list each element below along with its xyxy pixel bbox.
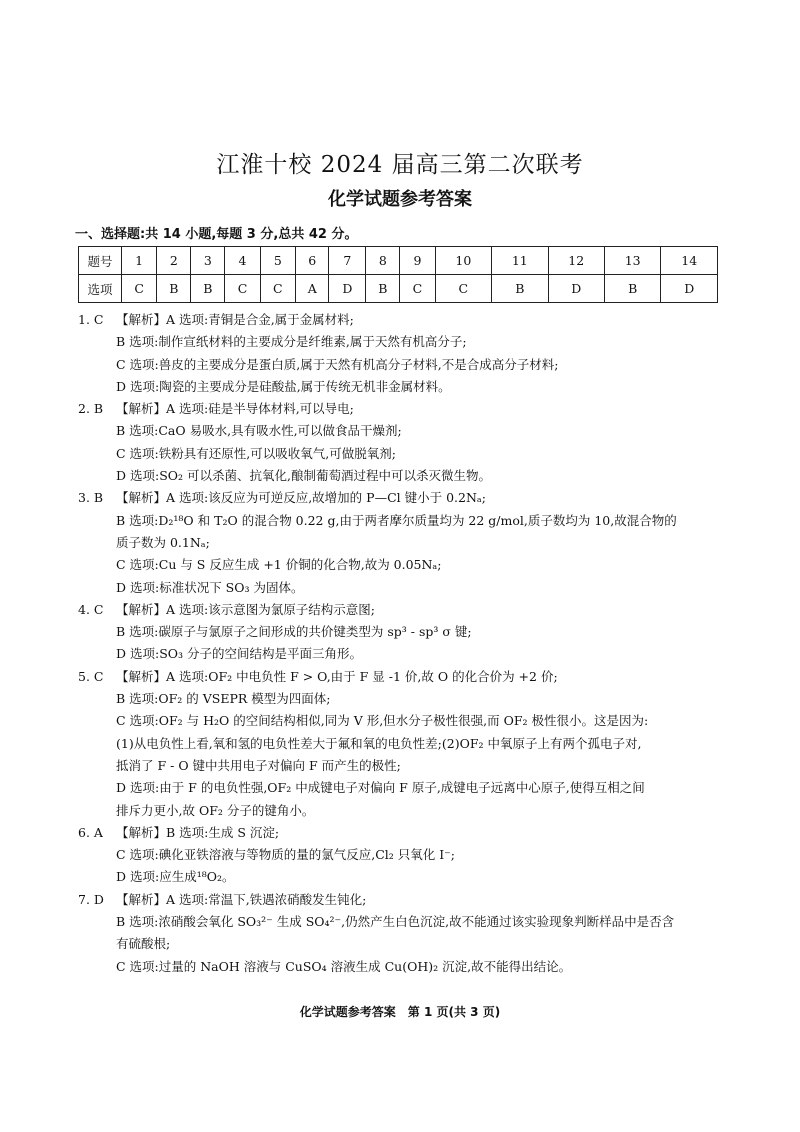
answer-row <box>79 275 718 303</box>
explanation-line: D 选项:标准状况下 SO₃ 为固体。 <box>116 579 304 595</box>
question-number-cell: 3 <box>191 247 225 275</box>
question-answer-label: 6. A <box>78 824 103 840</box>
question-number-row <box>79 247 718 275</box>
explanation-item <box>78 398 728 487</box>
explanation-line: B 选项:D₂¹⁸O 和 T₂O 的混合物 0.22 g,由于两者摩尔质量均为 22 g/mol,质子数均为 10,故混合物的 <box>116 512 677 528</box>
answer-cell: B <box>366 275 400 303</box>
explanation-item <box>78 487 728 598</box>
explanation-text: 【解析】A 选项:该反应为可逆反应,故增加的 P—Cl 键小于 0.2Nₐ; <box>116 490 486 506</box>
question-number-cell: 1 <box>122 247 157 275</box>
explanation-line: C 选项:OF₂ 与 H₂O 的空间结构相似,同为 V 形,但水分子极性很强,而 OF₂ 极性很小。这是因为: <box>116 713 649 729</box>
question-number-cell: 8 <box>366 247 400 275</box>
answer-cell: D <box>548 275 604 303</box>
question-number-cell: 2 <box>157 247 191 275</box>
section-heading: 一、选择题:共 14 小题,每题 3 分,总共 42 分。 <box>75 227 358 242</box>
explanation-text: 【解析】A 选项:OF₂ 中电负性 F > O,由于 F 显 -1 价,故 O 的化合价为 +2 价; <box>116 668 558 684</box>
exam-title: 江淮十校 2024 届高三第二次联考 <box>216 152 584 178</box>
explanation-line: D 选项:应生成¹⁸O₂。 <box>116 869 235 885</box>
explanation-line: B 选项:OF₂ 的 VSEPR 模型为四面体; <box>116 691 331 707</box>
explanation-line: 有硫酸根; <box>116 936 171 952</box>
question-number-cell: 12 <box>548 247 604 275</box>
explanation-first-line <box>78 599 728 621</box>
answer-cell: B <box>492 275 548 303</box>
explanation-line: C 选项:过量的 NaOH 溶液与 CuSO₄ 溶液生成 Cu(OH)₂ 沉淀,故不能得出结论。 <box>116 958 572 974</box>
explanation-first-line <box>78 309 728 331</box>
answer-cell: A <box>295 275 328 303</box>
answer-table <box>78 246 718 303</box>
explanation-item <box>78 309 728 398</box>
explanation-text: 【解析】A 选项:常温下,铁遇浓硝酸发生钝化; <box>116 891 367 907</box>
explanation-item <box>78 889 728 978</box>
explanation-line: C 选项:兽皮的主要成分是蛋白质,属于天然有机高分子材料,不是合成高分子材料; <box>116 356 559 372</box>
row-label-answer: 选项 <box>79 275 122 303</box>
explanations <box>78 309 728 978</box>
question-number-cell: 10 <box>435 247 491 275</box>
explanation-line: C 选项:碘化亚铁溶液与等物质的量的氯气反应,Cl₂ 只氧化 I⁻; <box>116 847 455 863</box>
answer-cell: C <box>400 275 435 303</box>
question-number-cell: 4 <box>225 247 260 275</box>
explanation-item <box>78 666 728 822</box>
question-number-cell: 9 <box>400 247 435 275</box>
answer-cell: C <box>435 275 491 303</box>
explanation-first-line <box>78 398 728 420</box>
explanation-first-line <box>78 666 728 688</box>
answer-cell: D <box>661 275 718 303</box>
answer-cell: B <box>191 275 225 303</box>
explanation-line: 排斥力更小,故 OF₂ 分子的键角小。 <box>116 802 315 818</box>
explanation-line: D 选项:SO₃ 分子的空间结构是平面三角形。 <box>116 646 363 662</box>
explanation-line: D 选项:SO₂ 可以杀菌、抗氧化,酿制葡萄酒过程中可以杀灭微生物。 <box>116 468 491 484</box>
explanation-item <box>78 599 728 666</box>
explanation-item <box>78 822 728 889</box>
question-number-cell: 11 <box>492 247 548 275</box>
explanation-text: 【解析】A 选项:青铜是合金,属于金属材料; <box>116 312 354 327</box>
explanation-line: D 选项:陶瓷的主要成分是硅酸盐,属于传统无机非金属材料。 <box>116 378 451 394</box>
page-footer: 化学试题参考答案 第 1 页(共 3 页) <box>299 1005 501 1019</box>
explanation-first-line <box>78 487 728 509</box>
answer-cell: B <box>604 275 660 303</box>
question-number-cell: 7 <box>329 247 366 275</box>
explanation-first-line <box>78 822 728 844</box>
answer-cell: B <box>157 275 191 303</box>
explanation-line: B 选项:CaO 易吸水,具有吸水性,可以做食品干燥剂; <box>116 423 402 439</box>
question-number-cell: 14 <box>661 247 718 275</box>
explanation-line: (1)从电负性上看,氧和氢的电负性差大于氟和氧的电负性差;(2)OF₂ 中氧原子上有两个孤电子对, <box>116 735 642 751</box>
question-answer-label: 1. C <box>78 312 104 327</box>
answer-cell: D <box>329 275 366 303</box>
answer-cell: C <box>122 275 157 303</box>
question-number-cell: 5 <box>260 247 295 275</box>
explanation-line: D 选项:由于 F 的电负性强,OF₂ 中成键电子对偏向 F 原子,成键电子远离中心原子,使得互相之间 <box>116 780 645 796</box>
answer-cell: C <box>225 275 260 303</box>
question-number-cell: 13 <box>604 247 660 275</box>
row-label-question: 题号 <box>79 247 122 275</box>
explanation-line: B 选项:碳原子与氯原子之间形成的共价键类型为 sp³ - sp³ σ 键; <box>116 624 472 640</box>
explanation-first-line <box>78 889 728 911</box>
question-number-cell: 6 <box>295 247 328 275</box>
question-answer-label: 2. B <box>78 401 104 417</box>
question-answer-label: 4. C <box>78 601 104 617</box>
explanation-line: B 选项:浓硝酸会氧化 SO₃²⁻ 生成 SO₄²⁻,仍然产生白色沉淀,故不能通过该实验现象判断样品中是否含 <box>116 914 675 930</box>
explanation-text: 【解析】A 选项:硅是半导体材料,可以导电; <box>116 401 354 417</box>
question-answer-label: 7. D <box>78 891 104 907</box>
explanation-line: 质子数为 0.1Nₐ; <box>116 534 210 550</box>
question-answer-label: 5. C <box>78 668 104 684</box>
question-answer-label: 3. B <box>78 490 104 506</box>
explanation-text: 【解析】B 选项:生成 S 沉淀; <box>116 824 280 840</box>
answer-cell: C <box>260 275 295 303</box>
explanation-line: C 选项:铁粉具有还原性,可以吸收氧气,可做脱氧剂; <box>116 445 396 461</box>
explanation-line: B 选项:制作宣纸材料的主要成分是纤维素,属于天然有机高分子; <box>116 334 467 350</box>
exam-subtitle: 化学试题参考答案 <box>328 189 472 210</box>
explanation-line: C 选项:Cu 与 S 反应生成 +1 价铜的化合物,故为 0.05Nₐ; <box>116 557 442 573</box>
explanation-text: 【解析】A 选项:该示意图为氯原子结构示意图; <box>116 601 375 617</box>
explanation-line: 抵消了 F - O 键中共用电子对偏向 F 而产生的极性; <box>116 757 401 773</box>
